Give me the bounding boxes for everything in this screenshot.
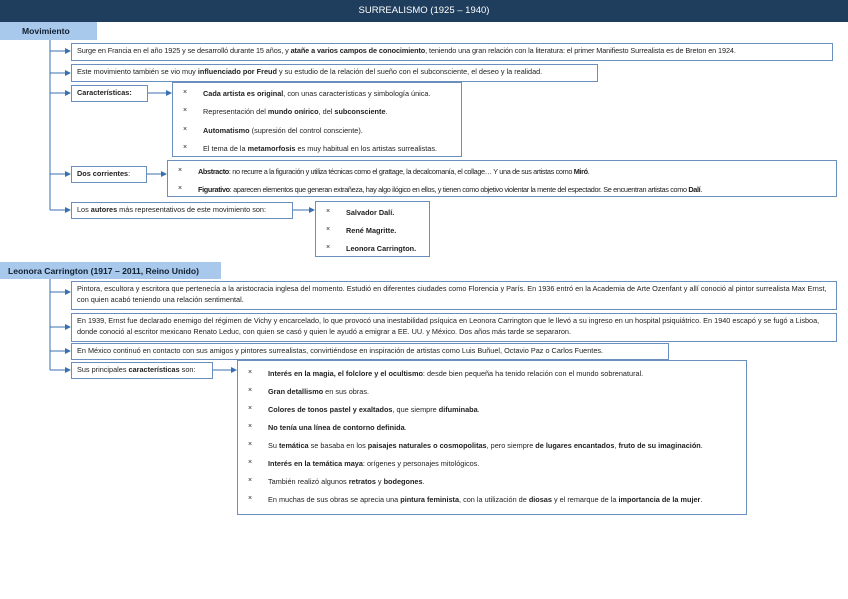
bold-text: Dalí [688,185,701,194]
bullet-x-icon: × [183,126,188,133]
bold-text: Gran detallismo [268,387,324,396]
text: es muy habitual en los artistas surrealistas. [295,144,438,153]
bullet-x-icon: × [178,185,182,192]
movimiento-freud-box: Este movimiento también se vio muy influenciado por Freud y su estudio de la relación del sueño con el subconsciente, el deseo y la realidad. [71,64,598,82]
bold-text: metamorfosis [247,144,296,153]
bold-text: retratos [348,477,376,486]
text: . [700,495,703,504]
movimiento-origin-box: Surge en Francia en el año 1925 y se desarrolló durante 15 años, y atañe a varios campos de conocimiento, teniendo una gran relación con la literatura: el primer Manifiesto Surrealista es de Breton en 1924. [71,43,833,61]
text: , que siempre [392,405,439,414]
bold-text: difuminaba [438,405,478,414]
bullet-x-icon: × [248,423,253,430]
bold-text: bodegones [383,477,423,486]
text: (supresión del control consciente). [249,126,363,135]
text: : no recurre a la figuración y utiliza técnicas como el grattage, la decalcomanía, el collage… Y una de sus artistas como [228,167,574,176]
document-title: SURREALISMO (1925 – 1940) [358,5,490,16]
text: . [422,477,425,486]
text: y [375,477,384,486]
bullet-x-icon: × [326,226,331,233]
text: Su [268,441,279,450]
corrientes-list [167,160,837,197]
bold-text: pintura feminista [400,495,460,504]
text: En muchas de sus obras se aprecia una [268,495,401,504]
text: . [700,185,703,194]
bullet-x-icon: × [326,244,331,251]
bold-text: temática [278,441,309,450]
bullet-x-icon: × [248,477,253,484]
text: : desde bien pequeña ha tenido relación con el mundo sobrenatural. [422,369,644,378]
text: , del [318,107,335,116]
text: . [404,423,407,432]
corrientes-label-box: Dos corrientes: [71,166,147,183]
bold-text: Abstracto [198,167,229,176]
text: : aparecen elementos que generan extrañeza, hay algo ilógico en ellos, y tienen como objetivo violentar la mente del espectador. Se encuentran artistas como [229,185,689,194]
text: . [700,441,703,450]
bullet-x-icon: × [248,495,253,502]
bullet-x-icon: × [183,89,188,96]
bold-text: Colores de tonos pastel y exaltados [268,405,393,414]
text: El tema de la [203,144,248,153]
bullet-x-icon: × [248,369,253,376]
bold-text: Miró [573,167,588,176]
bold-text: Figurativo [198,185,230,194]
text: y el remarque de la [551,495,619,504]
bullet-x-icon: × [178,167,182,174]
section-heading-leonora-carrington: Leonora Carrington (1917 – 2011, Reino Unido) [0,262,221,279]
text: , pero siempre [486,441,536,450]
bold-text: Automatismo [203,126,250,135]
bold-text: diosas [528,495,552,504]
leonora-bio-box: Pintora, escultora y escritora que pertenecía a la aristocracia inglesa del momento. Estudió en diferentes ciudades como Florencia y París. En 1936 entró en la Academia de Arte Ozenfant y allí conoció al pintor surrealista Max Ernst, con quien acabó teniendo una relación sentimental. [71,281,837,310]
bullet-x-icon: × [248,459,253,466]
autores-label-box: Los autores más representativos de este movimiento son: [71,202,293,219]
section-heading-movimiento: Movimiento [0,22,97,40]
leonora-caracteristicas-list [237,360,747,515]
bold-text: Interés en la magia, el folclore y el ocultismo [268,369,423,378]
text: . [587,167,590,176]
text: en sus obras. [323,387,369,396]
text: se basaba en los [308,441,368,450]
caracteristicas-label-box: Características: [71,85,148,102]
bullet-x-icon: × [248,387,253,394]
text: , con la utilización de [459,495,529,504]
text: Representación del [203,107,268,116]
bold-text: No tenía una línea de contorno definida [268,423,405,432]
bullet-x-icon: × [183,144,188,151]
text: : orígenes y personajes mitológicos. [362,459,480,468]
text: , [614,441,619,450]
bold-text: Cada artista es original [203,89,284,98]
bold-text: paisajes naturales o cosmopolitas [367,441,487,450]
movimiento-caracteristicas-list [172,82,462,157]
bold-text: Interés en la temática maya [268,459,363,468]
leonora-exile-box: En 1939, Ernst fue declarado enemigo del régimen de Vichy y encarcelado, lo que provocó una inestabilidad psíquica en Leonora Carrington que le llevó a su ingreso en un hospital psiquiátrico. En 1940 escapó y se fugó a Lisboa, donde conoció al escritor mexicano Renato Leduc, con quien se casó y quien le ayudó a emigrar a EE. UU. y México. Dos años más tarde se separaron. [71,313,837,342]
bullet-x-icon: × [248,405,253,412]
autores-list: × Salvador Dalí. × René Magritte. × Leonora Carrington. [315,201,430,257]
bold-text: subconsciente [334,107,386,116]
text: . [477,405,480,414]
bold-text: importancia de la mujer [618,495,701,504]
bold-text: de lugares encantados [535,441,615,450]
bullet-x-icon: × [248,441,253,448]
bold-text: mundo onírico [267,107,319,116]
text: , con unas características y simbología única. [283,89,431,98]
bullet-x-icon: × [326,208,331,215]
text: . [385,107,388,116]
leonora-caracteristicas-label-box: Sus principales características son: [71,362,213,379]
leonora-mexico-box: En México continuó en contacto con sus amigos y pintores surrealistas, convirtiéndose en inspiración de artistas como Luis Buñuel, Octavio Paz o Carlos Fuentes. [71,343,669,360]
text: También realizó algunos [268,477,349,486]
bold-text: fruto de su imaginación [618,441,701,450]
bullet-x-icon: × [183,107,188,114]
